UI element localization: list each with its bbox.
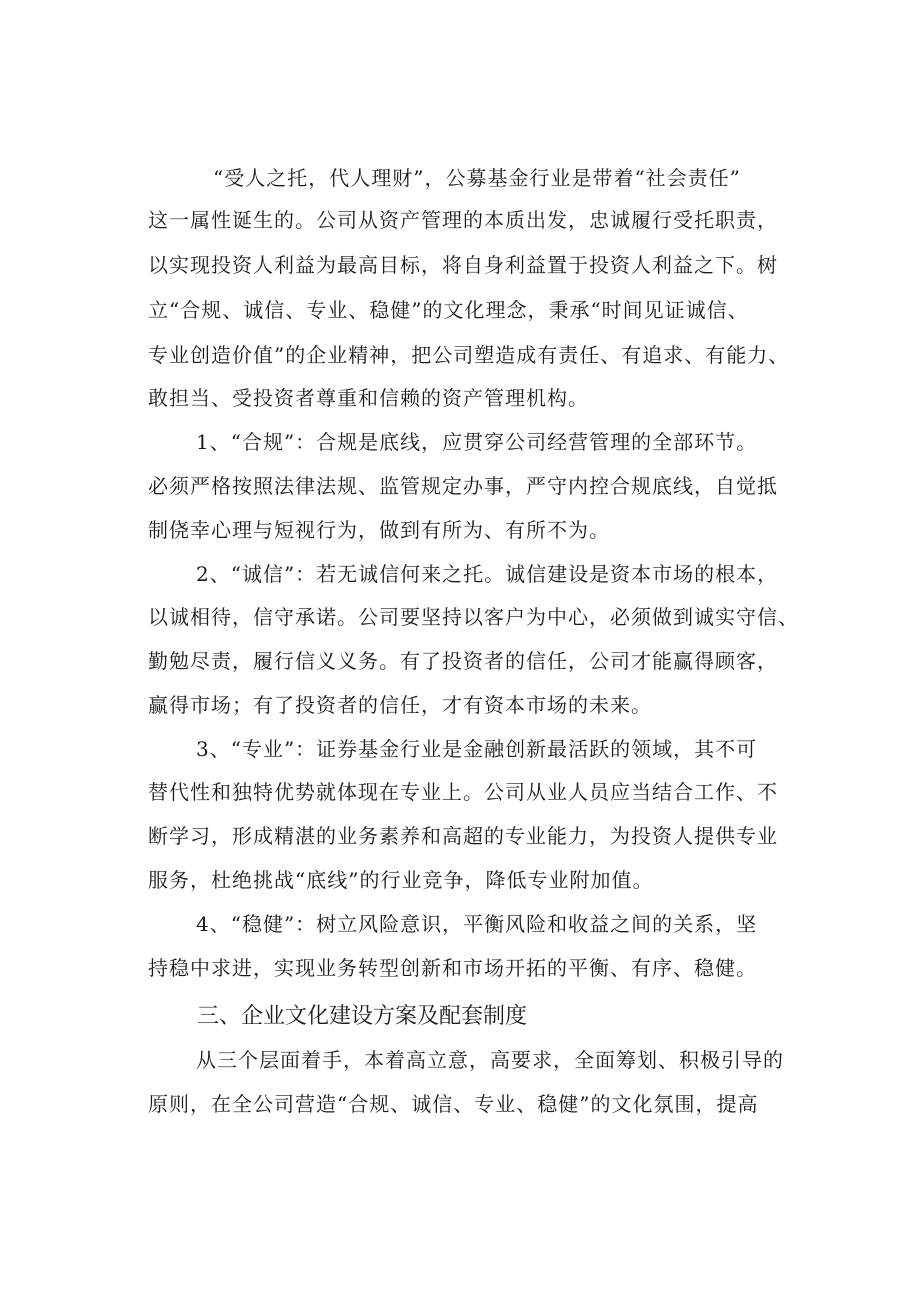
item2-line-4: 赢得市场；有了投资者的信任，才有资本市场的未来。 (148, 693, 652, 717)
section-heading: 三、企业文化建设方案及配套制度 (197, 1004, 528, 1029)
item1-line-2: 必须严格按照法律法规、监管规定办事，严守内控合规底线，自觉抵 (148, 474, 778, 498)
item3-line-2: 替代性和独特优势就体现在专业上。公司从业人员应当结合工作、不 (148, 780, 778, 804)
item4-line-1: 4、“稳健”：树立风险意识，平衡风险和收益之间的关系，坚 (196, 912, 758, 936)
section-body-line-2: 原则，在全公司营造“合规、诚信、专业、稳健”的文化氛围，提高 (148, 1092, 759, 1116)
section-body-line-1: 从三个层面着手，本着高立意，高要求，全面筹划、积极引导的 (196, 1048, 784, 1072)
item3-line-3: 断学习，形成精湛的业务素养和高超的专业能力，为投资人提供专业 (148, 824, 778, 848)
intro-line-3: 以实现投资人利益为最高目标，将自身利益置于投资人利益之下。树 (148, 253, 778, 277)
intro-line-1: “受人之托，代人理财”，公募基金行业是带着“社会责任” (213, 166, 741, 190)
item2-line-3: 勤勉尽责，履行信义义务。有了投资者的信任，公司才能赢得顾客， (148, 649, 778, 673)
intro-line-2: 这一属性诞生的。公司从资产管理的本质出发，忠诚履行受托职责， (148, 208, 778, 232)
intro-line-6: 敢担当、受投资者尊重和信赖的资产管理机构。 (148, 386, 589, 410)
intro-line-4: 立“合规、诚信、专业、稳健”的文化理念，秉承“时间见证诚信、 (148, 298, 749, 322)
item2-line-1: 2、“诚信”：若无诚信何来之托。诚信建设是资本市场的根本， (196, 562, 779, 586)
item4-line-2: 持稳中求进，实现业务转型创新和市场开拓的平衡、有序、稳健。 (148, 956, 757, 980)
item2-line-2: 以诚相待，信守承诺。公司要坚持以客户为中心，必须做到诚实守信、 (148, 605, 799, 629)
intro-line-5: 专业创造价值”的企业精神，把公司塑造成有责任、有追求、有能力、 (148, 343, 790, 367)
item3-line-1: 3、“专业”：证券基金行业是金融创新最活跃的领域，其不可 (196, 737, 758, 761)
item1-line-3: 制侥幸心理与短视行为，做到有所为、有所不为。 (148, 518, 610, 542)
item1-line-1: 1、“合规”：合规是底线，应贯穿公司经营管理的全部环节。 (196, 430, 758, 454)
item3-line-4: 服务，杜绝挑战“底线”的行业竞争，降低专业附加值。 (148, 868, 654, 892)
